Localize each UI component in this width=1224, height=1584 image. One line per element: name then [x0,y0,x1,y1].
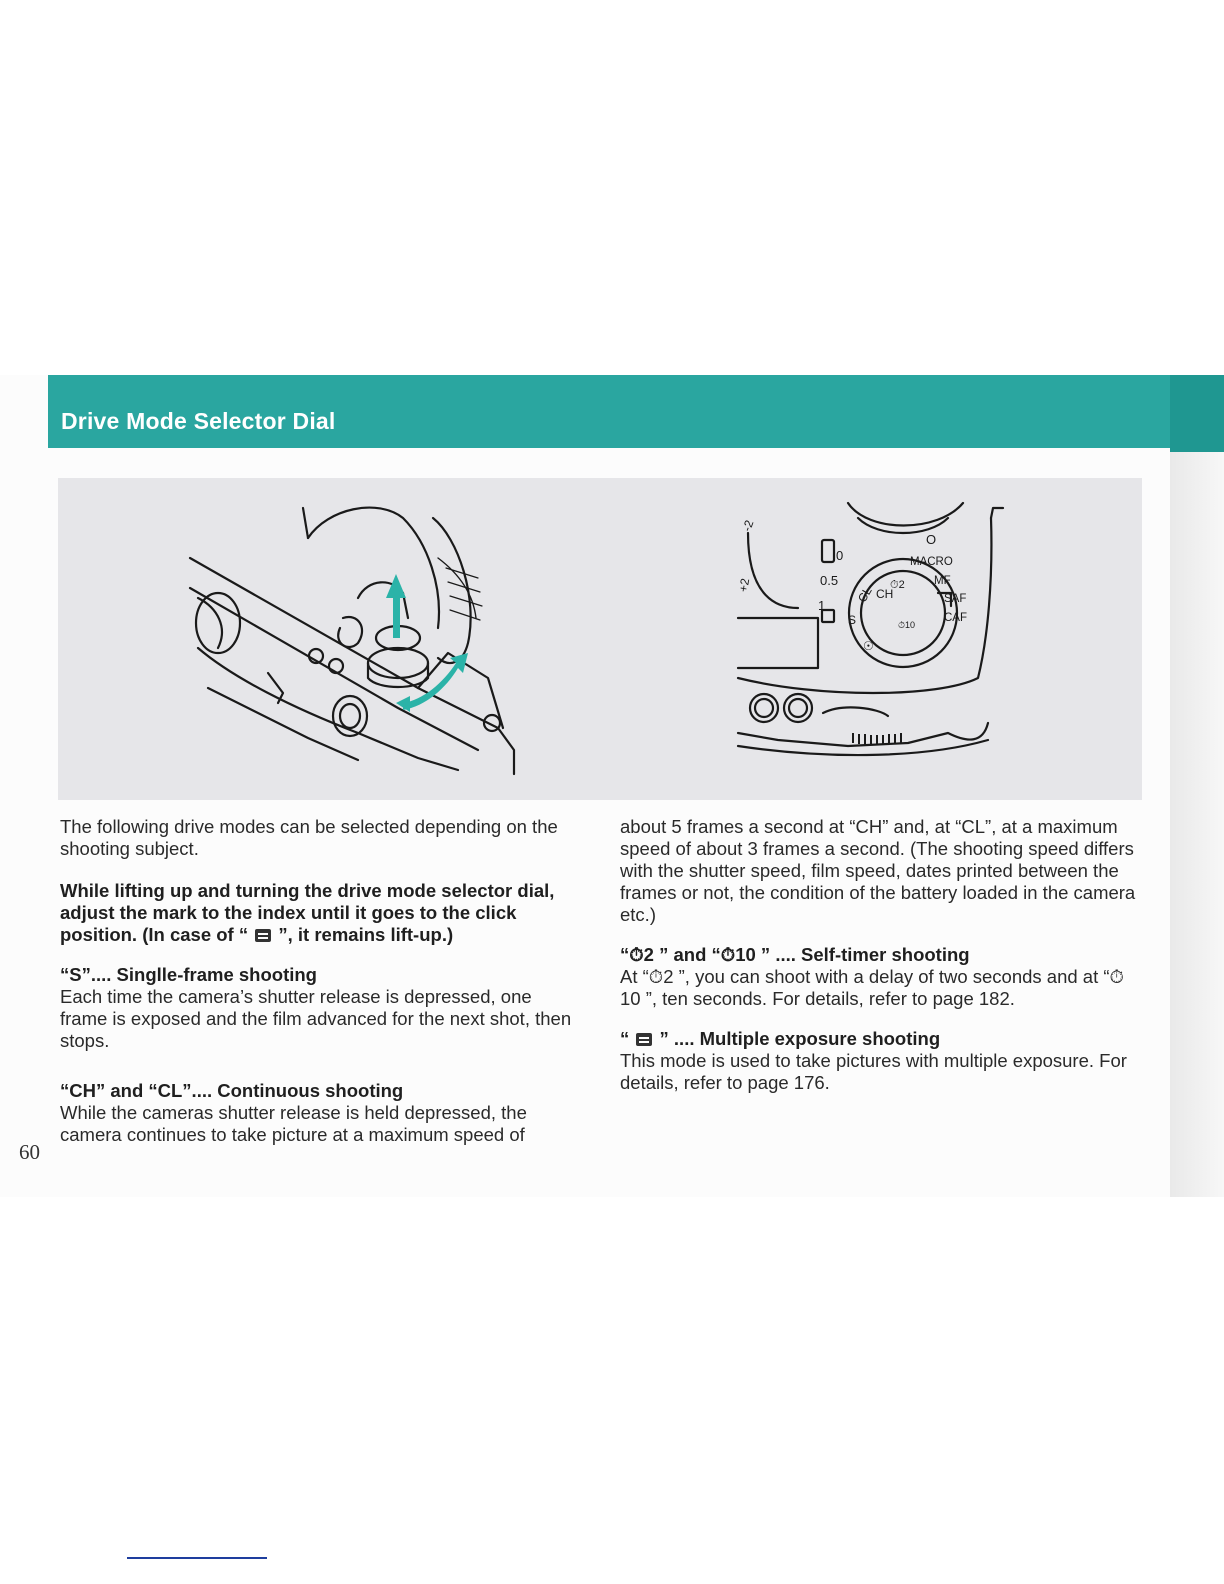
multiple-exposure-icon [255,929,271,942]
scale-label-05: 0.5 [820,573,839,588]
dial-label-s: S [848,613,857,627]
single-frame-heading: “S”.... Singlle-frame shooting [60,964,317,985]
self-timer-body: At “⏱2 ”, you can shoot with a delay of two seconds and at “⏱10 ”, ten seconds. For details, refer to page 182. [620,966,1124,1009]
scale-label-0: 0 [836,548,844,563]
exposure-mark-plus: +2 [736,577,753,594]
focus-label-caf: CAF [944,612,967,624]
page-edge-tab [1170,375,1224,452]
dial-label-multi: ☉ [863,639,874,653]
multiple-exposure-icon [636,1033,652,1046]
instruction-paragraph [60,880,580,946]
dial-label-cl: CL [854,584,875,605]
top-mark: O [926,532,937,547]
dial-label-timer2: ⏱2 [890,579,905,591]
dial-label-ch: CH [876,587,894,601]
instruction-text-start: While lifting up and turning the drive mode selector dial, adjust the mark to the index until it goes to the click position. (In case of “ [60,880,555,945]
focus-label-saf: SAF [944,593,967,605]
continuous-heading: “CH” and “CL”.... Continuous shooting [60,1080,404,1101]
focus-label-macro: MACRO [910,556,953,568]
camera-illustration [58,478,1142,800]
dial-label-timer10: ⏱10 [898,620,916,630]
left-column [60,816,580,1146]
page-edge-shadow [1170,452,1224,1197]
continuous-body-continued: about 5 frames a second at “CH” and, at “CL”, at a maximum speed of about 3 frames a second. (The shooting speed differs with the shutter speed, film speed, dates printed between the frames or not, the condition of the battery loaded in the camera etc.) [620,816,1136,925]
multiple-exposure-heading-start: “ [620,1028,635,1049]
multiple-exposure-heading [620,1028,1140,1050]
self-timer-heading: “⏱2 ” and “⏱10 ” .... Self-timer shooting [620,944,970,965]
multiple-exposure-body: This mode is used to take pictures with multiple exposure. For details, refer to page 176. [620,1050,1127,1093]
exposure-mark-minus: -2 [739,518,757,534]
scale-label-1: 1 [818,598,826,613]
bottom-rule [127,1557,267,1559]
camera-drawing [58,478,1142,800]
intro-paragraph: The following drive modes can be selected depending on the shooting subject. [60,816,558,859]
instruction-text-end: ”, it remains lift-up.) [273,924,454,945]
section-title: Drive Mode Selector Dial [61,408,336,434]
right-column [620,816,1140,1094]
single-frame-body: Each time the camera’s shutter release is depressed, one frame is exposed and the film advanced for the next shot, then stops. [60,986,572,1051]
focus-label-mf: MF [934,575,951,587]
multiple-exposure-heading-end: ” .... Multiple exposure shooting [654,1028,941,1049]
continuous-body: While the cameras shutter release is held depressed, the camera continues to take picture at a maximum speed of [60,1102,527,1145]
page-number: 60 [19,1140,40,1164]
